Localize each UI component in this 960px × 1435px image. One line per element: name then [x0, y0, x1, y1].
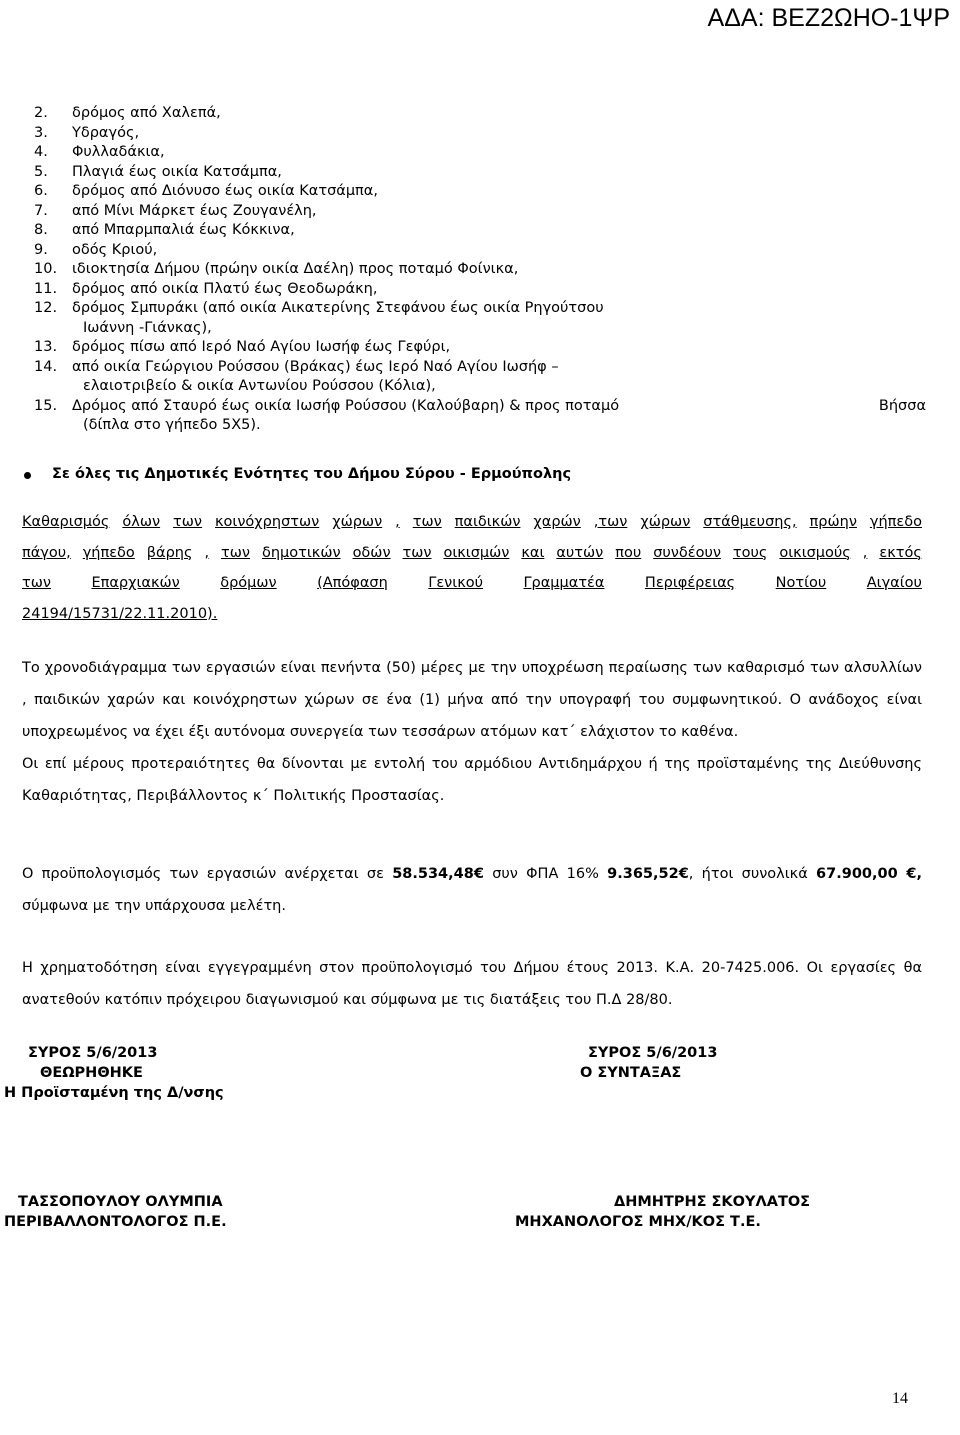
cleaning-line-3 [22, 568, 922, 599]
list-item-text: από Μίνι Μάρκετ έως Ζουγανέλη, [72, 202, 317, 219]
word: Γενικού [428, 575, 483, 591]
left-sign-role: Η Προϊσταμένη της Δ/νσης [4, 1085, 224, 1101]
list-item [34, 241, 924, 261]
list-item-number: 10. [34, 261, 58, 277]
list-item [34, 416, 924, 436]
list-item-text: δρόμος από οικία Πλατύ έως Θεοδωράκη, [72, 280, 378, 297]
list-item-text: ιδιοκτησία Δήμου (πρώην οικία Δαέλη) προς ποταμό Φοίνικα, [72, 261, 519, 277]
list-item-number: 12. [34, 300, 58, 316]
list-item [34, 280, 924, 300]
right-signer-title: ΜΗΧΑΝΟΛΟΓΟΣ ΜΗΧ/ΚΟΣ Τ.Ε. [515, 1214, 761, 1230]
word: Επαρχιακών [91, 575, 180, 591]
area-list [34, 104, 924, 436]
list-item-text: ελαιοτριβείο & οικία Αντωνίου Ρούσσου (Κόλια), [83, 378, 436, 394]
list-item-text: δρόμος πίσω από Ιερό Ναό Αγίου Ιωσήφ έως Γεφύρι, [72, 339, 451, 355]
list-item-number: 9. [34, 241, 48, 258]
word: κοινόχρηστων [215, 514, 320, 530]
list-item-text: Υδραγός, [72, 124, 140, 141]
word: των [173, 514, 203, 530]
left-sign-date: ΣΥΡΟΣ 5/6/2013 [28, 1045, 158, 1061]
cleaning-line-1 [22, 507, 922, 538]
word: των [221, 544, 251, 561]
list-item [34, 319, 924, 339]
word: πάγου, [22, 544, 71, 561]
total-amount: 67.900,00 €, [816, 866, 922, 882]
word: των [402, 544, 432, 561]
list-item-number: 11. [34, 280, 58, 297]
word: δρόμων [220, 575, 277, 591]
list-item-text: Φυλλαδάκια, [72, 144, 165, 160]
schedule-paragraph [22, 652, 922, 812]
word: παιδικών [454, 514, 521, 530]
list-item [34, 163, 924, 183]
list-item-number: 4. [34, 144, 48, 160]
word: χαρών [533, 514, 581, 530]
word: στάθμευσης, [703, 514, 797, 530]
word: Αιγαίου [866, 575, 922, 591]
word: οικισμών [443, 544, 510, 561]
funding-paragraph: Η χρηματοδότηση είναι εγγεγραμμένη στον προϋπολογισμό του Δήμου έτους 2013. Κ.Α. 20-7425.006. Οι εργασίες θα ανατεθούν κατόπιν πρόχειρου διαγωνισμού και σύμφωνα με τις διατάξεις του Π.Δ 28/80. [22, 960, 922, 1008]
budget-amount: 58.534,48€ [392, 866, 484, 882]
list-item-text: από οικία Γεώργιου Ρούσσου (Βράκας) έως Ιερό Ναό Αγίου Ιωσήφ – [72, 358, 559, 375]
word: (Απόφαση [317, 575, 388, 591]
list-item [34, 182, 924, 202]
list-item-text: από Μπαρμπαλιά έως Κόκκινα, [72, 222, 295, 238]
word: , [862, 544, 868, 561]
schedule-text-2: Οι επί μέρους προτεραιότητες θα δίνονται με εντολή του αρμόδιου Αντιδημάρχου ή της προϊσταμένης της Διεύθυνσης Καθαριότητας, Περιβάλλοντος κ΄ Πολιτικής Προστασίας. [22, 756, 922, 804]
word: οδών [352, 544, 391, 561]
list-item-number: 7. [34, 202, 48, 219]
word: που [615, 544, 642, 561]
list-item-text: Πλαγιά έως οικία Κατσάμπα, [72, 163, 282, 180]
cleaning-line-4: 24194/15731/22.11.2010). [22, 605, 218, 622]
list-item [34, 221, 924, 241]
word: δημοτικών [262, 544, 341, 561]
page-number: 14 [892, 1390, 908, 1407]
list-item-number: 14. [34, 358, 58, 375]
list-item [34, 358, 924, 378]
word: γήπεδο [82, 544, 135, 561]
list-item-text: Δρόμος από Σταυρό έως οικία Ιωσήφ Ρούσσου (Καλούβαρη) & προς ποταμό [72, 397, 620, 414]
word: συνδέουν [653, 544, 721, 561]
word: Καθαρισμός [22, 514, 110, 530]
word: Νοτίου [775, 575, 827, 591]
left-sign-status: ΘΕΩΡΗΘΗΚΕ [40, 1065, 143, 1081]
list-item [34, 377, 924, 397]
list-item-text: δρόμος Σμπυράκι (από οικία Αικατερίνης Στεφάνου έως οικία Ρηγούτσου [72, 300, 604, 316]
right-sign-role: Ο ΣΥΝΤΑΞΑΣ [580, 1065, 682, 1081]
ada-header: ΑΔΑ: ΒΕΖ2ΩΗΟ-1ΨΡ [707, 4, 950, 32]
list-item [34, 143, 924, 163]
left-signer-title: ΠΕΡΙΒΑΛΛΟΝΤΟΛΟΓΟΣ Π.Ε. [4, 1214, 227, 1230]
word: εκτός [879, 544, 922, 561]
cleaning-paragraph [22, 507, 922, 629]
word: και [521, 544, 545, 561]
list-item-number: 8. [34, 222, 48, 238]
list-item-number: 15. [34, 397, 58, 414]
word: όλων [122, 514, 161, 530]
list-item-text: οδός Κριού, [72, 241, 158, 258]
word: τους [732, 544, 768, 561]
word: γήπεδο [869, 514, 922, 530]
word: βάρης [146, 544, 193, 561]
cleaning-line-2 [22, 538, 922, 569]
list-item-number: 2. [34, 105, 48, 121]
budget-paragraph: Ο προϋπολογισμός των εργασιών ανέρχεται σε 58.534,48€ συν ΦΠΑ 16% 9.365,52€, ήτοι συνολικά 67.900,00 €, σύμφωνα με την υπάρχουσα μελέτη. [22, 866, 922, 914]
list-item-number: 13. [34, 339, 58, 355]
list-item-number: 3. [34, 124, 48, 141]
word: χώρων [332, 514, 383, 530]
word: Περιφέρειας [644, 575, 736, 591]
word: οικισμούς [779, 544, 851, 561]
list-item [34, 104, 924, 124]
word: Γραμματέα [523, 575, 605, 591]
word: πρώην [809, 514, 857, 530]
word: , [395, 514, 400, 530]
word: των [412, 514, 442, 530]
list-item [34, 124, 924, 144]
vat-amount: 9.365,52€ [607, 866, 689, 882]
right-sign-date: ΣΥΡΟΣ 5/6/2013 [588, 1045, 718, 1061]
word: ,των [593, 514, 628, 530]
list-item-number: 5. [34, 163, 48, 180]
right-signer-name: ΔΗΜΗΤΡΗΣ ΣΚΟΥΛΑΤΟΣ [614, 1194, 811, 1210]
list-item-right-text: Βήσσα [878, 397, 926, 414]
list-item-text: δρόμος από Διόνυσο έως οικία Κατσάμπα, [72, 183, 378, 199]
list-item [34, 260, 924, 280]
word: αυτών [556, 544, 604, 561]
list-item-number: 6. [34, 183, 48, 199]
list-item [34, 299, 924, 319]
word: , [204, 544, 210, 561]
list-item [34, 397, 924, 417]
schedule-text-1: Το χρονοδιάγραμμα των εργασιών είναι πενήντα (50) μέρες με την υποχρέωση περαίωσης των καθαρισμό των αλσυλλίων , παιδικών χαρών και κοινόχρηστων χώρων σε ένα (1) μήνα από την υπογραφή του συμφωνητικού. Ο ανάδοχος είναι υποχρεωμένος να έχει έξι αυτόνομα συνεργεία των τεσσάρων ατόμων κατ΄ ελάχιστον το καθένα. [22, 660, 922, 740]
bullet-dot-icon [24, 472, 31, 479]
word: χώρων [640, 514, 691, 530]
word: των [22, 575, 51, 591]
list-item [34, 202, 924, 222]
left-signer-name: ΤΑΣΣΟΠΟΥΛΟΥ ΟΛΥΜΠΙΑ [18, 1194, 223, 1210]
list-item-text: δρόμος από Χαλεπά, [72, 105, 221, 121]
list-item-text: (δίπλα στο γήπεδο 5Χ5). [83, 417, 261, 433]
list-item [34, 338, 924, 358]
list-item-text: Ιωάννη -Γιάνκας), [83, 319, 212, 336]
